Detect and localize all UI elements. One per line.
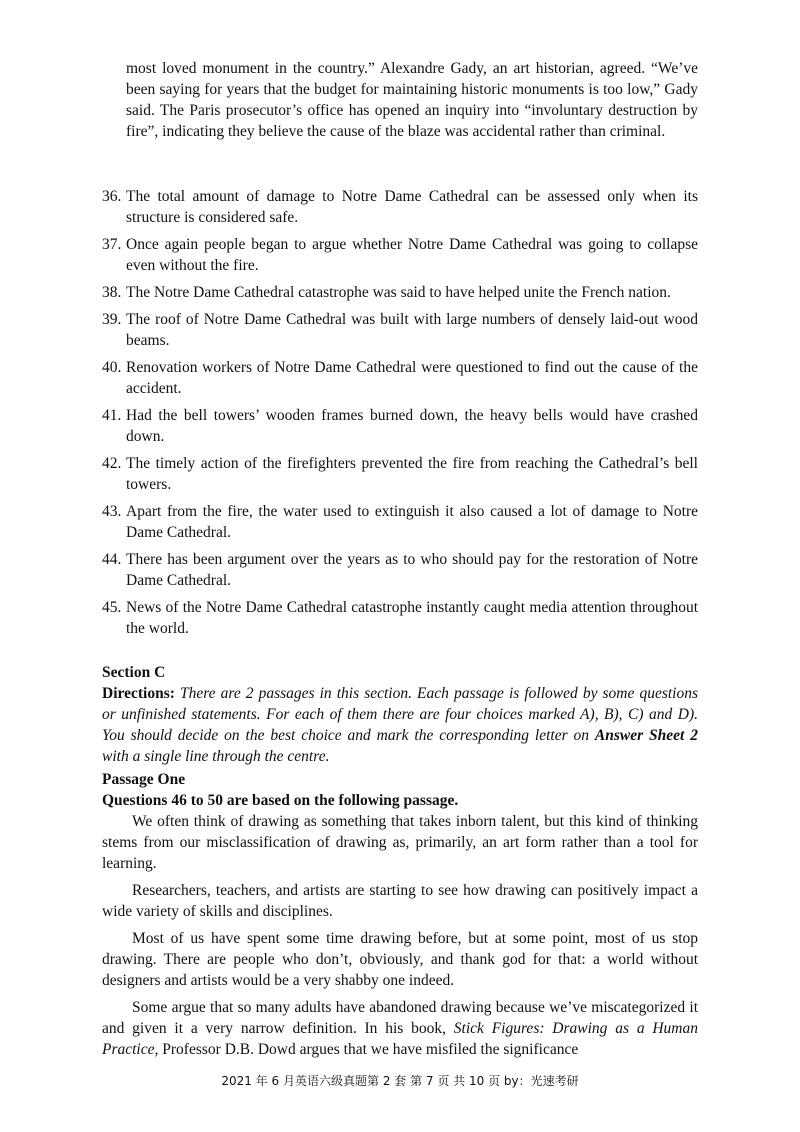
passage-paragraph: We often think of drawing as something that takes inborn talent, but this kind of thinking stems from our misclassification of drawing as, primarily, an art form rather than a tool for learning. <box>102 813 698 872</box>
answer-sheet-label: Answer Sheet 2 <box>594 727 698 744</box>
statement-text: Had the bell towers’ wooden frames burned down, the heavy bells would have crashed down. <box>126 407 698 445</box>
paragraph-text: Professor D.B. Dowd argues that we have misfiled the significance <box>158 1041 579 1058</box>
statement-number: 41. <box>102 407 122 424</box>
statement-item <box>102 453 698 495</box>
statement-item <box>102 282 698 303</box>
statement-text: Once again people began to argue whether Notre Dame Cathedral was going to collapse even without the fire. <box>126 236 698 274</box>
statement-item <box>102 597 698 639</box>
statement-text: News of the Notre Dame Cathedral catastrophe instantly caught media attention throughout the world. <box>126 599 698 637</box>
directions-end: with a single line through the centre. <box>102 748 330 765</box>
statement-number: 39. <box>102 311 122 328</box>
directions-label: Directions: <box>102 685 175 702</box>
questions-heading: Questions 46 to 50 are based on the following passage. <box>102 792 459 809</box>
passage-paragraph <box>102 997 698 1060</box>
passage-paragraph: Researchers, teachers, and artists are starting to see how drawing can positively impact a wide variety of skills and disciplines. <box>102 882 698 920</box>
statement-item <box>102 186 698 228</box>
statement-number: 40. <box>102 359 122 376</box>
book-title: Stick Figures: Drawing as a Human Practice, <box>102 1020 699 1058</box>
statement-number: 42. <box>102 455 122 472</box>
statement-text: The Notre Dame Cathedral catastrophe was said to have helped unite the French nation. <box>126 284 671 301</box>
statement-text: The total amount of damage to Notre Dame Cathedral can be assessed only when its structure is considered safe. <box>126 188 698 226</box>
statement-number: 37. <box>102 236 122 253</box>
statement-text: There has been argument over the years as to who should pay for the restoration of Notre Dame Cathedral. <box>126 551 698 589</box>
statement-text: Apart from the fire, the water used to extinguish it also caused a lot of damage to Notre Dame Cathedral. <box>126 503 698 541</box>
passage-title: Passage One <box>102 771 186 788</box>
statement-number: 43. <box>102 503 122 520</box>
statement-item <box>102 309 698 351</box>
paragraph-text: Some argue that so many adults have abandoned drawing because we’ve miscategorized it and given it a very narrow definition. In his book, <box>102 999 698 1037</box>
statement-number: 36. <box>102 188 122 205</box>
section-c <box>102 662 698 1066</box>
directions-text: There are 2 passages in this section. Each passage is followed by some questions or unfinished statements. For each of them there are four choices marked A), B), C) and D). You should decide on the best choice and mark the corresponding letter on <box>102 685 698 744</box>
statement-item <box>102 357 698 399</box>
statement-text: Renovation workers of Notre Dame Cathedral were questioned to find out the cause of the accident. <box>126 359 698 397</box>
statement-item <box>102 501 698 543</box>
statement-item <box>102 549 698 591</box>
statement-item <box>102 234 698 276</box>
statement-number: 45. <box>102 599 122 616</box>
statement-item <box>102 405 698 447</box>
statement-text: The roof of Notre Dame Cathedral was built with large numbers of densely laid-out wood beams. <box>126 311 698 349</box>
passage-continuation: most loved monument in the country.” Alexandre Gady, an art historian, agreed. “We’ve been saying for years that the budget for maintaining historic monuments is too low,” Gady said. The Paris prosecutor’s office has opened an inquiry into “involuntary destruction by fire”, indicating they believe the cause of the blaze was accidental rather than criminal. <box>126 60 698 140</box>
statement-number: 38. <box>102 284 122 301</box>
statement-list <box>102 186 698 645</box>
statement-text: The timely action of the firefighters prevented the fire from reaching the Cathedral’s bell towers. <box>126 455 698 493</box>
directions <box>102 683 698 767</box>
section-title: Section C <box>102 664 166 681</box>
page-footer: 2021 年 6 月英语六级真题第 2 套 第 7 页 共 10 页 by：光速考研 <box>221 1074 579 1088</box>
statement-number: 44. <box>102 551 122 568</box>
passage-paragraph: Most of us have spent some time drawing before, but at some point, most of us stop drawing. There are people who don’t, obviously, and thank god for that: a world without designers and artists would be a very shabby one indeed. <box>102 930 698 989</box>
